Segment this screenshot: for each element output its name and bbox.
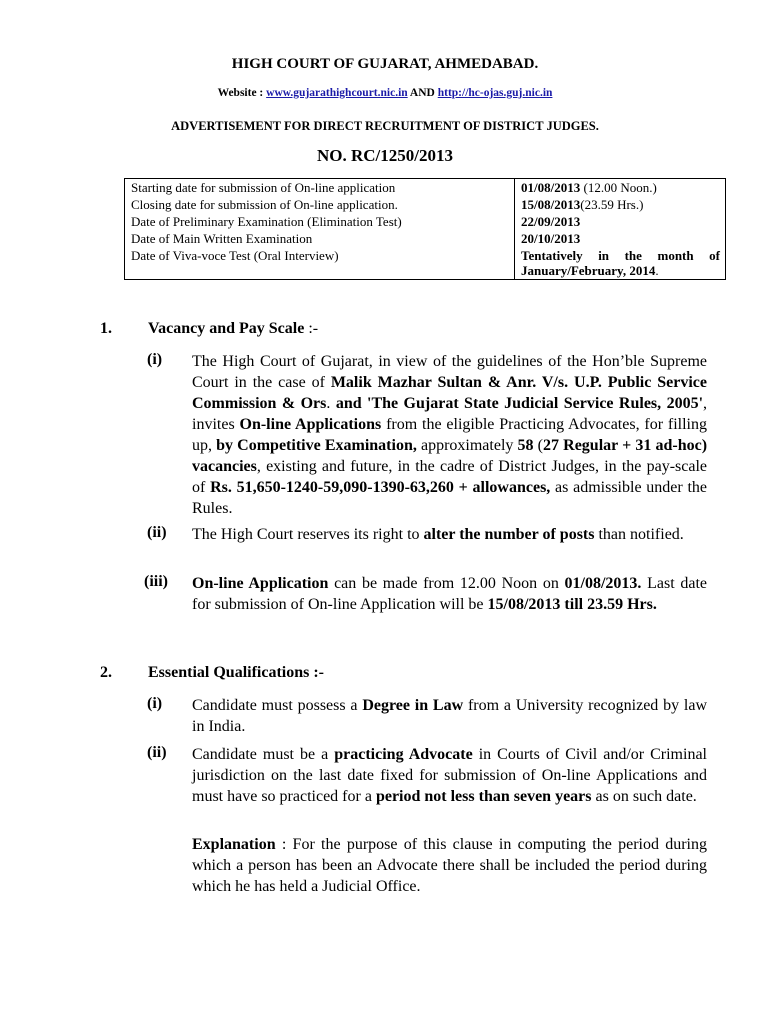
- section-2-item-i-marker: (i): [147, 695, 163, 712]
- section-1-item-iii-marker: (iii): [144, 573, 168, 590]
- table-row: [125, 213, 726, 230]
- schedule-label: Date of Viva-voce Test (Oral Interview): [125, 247, 515, 280]
- schedule-label: Date of Main Written Examination: [125, 230, 515, 247]
- schedule-value: 22/09/2013: [521, 214, 581, 229]
- schedule-value-line-2: January/February, 2014.: [521, 263, 659, 278]
- section-2-explanation: Explanation : For the purpose of this clause in computing the period during which a person has been an Advocate there shall be included the period during which he has held a Judicial Office.: [192, 836, 707, 895]
- schedule-note: (23.59 Hrs.): [580, 197, 644, 212]
- schedule-value: 20/10/2013: [521, 231, 581, 246]
- section-2-item-ii-text: Candidate must be a practicing Advocate in Courts of Civil and/or Criminal jurisdiction on the last date fixed for submission of On-line Applications and must have so practiced for a period not less than seven years as on such date.: [192, 746, 707, 805]
- section-1-item-i-text: The High Court of Gujarat, in view of the guidelines of the Hon’ble Supreme Court in the case of Malik Mazhar Sultan & Anr. V/s. U.P. Public Service Commission & Ors. and 'The Gujarat State Judicial Service Rules, 2005', invites On-line Applications from the eligible Practicing Advocates, for filling up, by Competitive Examination, approximately 58 (27 Regular + 31 ad-hoc) vacancies, existing and future, in the cadre of District Judges, in the pay-scale of Rs. 51,650-1240-59,090-1390-63,260 + allowances, as admissible under the Rules.: [192, 353, 708, 517]
- schedule-value: 15/08/2013: [521, 197, 581, 212]
- advertisement-heading: ADVERTISEMENT FOR DIRECT RECRUITMENT OF DISTRICT JUDGES.: [171, 119, 599, 133]
- section-1-item-i-marker: (i): [147, 351, 163, 368]
- schedule-label: Closing date for submission of On-line application.: [125, 196, 515, 213]
- section-2-item-ii-marker: (ii): [147, 744, 167, 761]
- schedule-table: [124, 178, 726, 280]
- section-2-number: 2.: [100, 664, 112, 681]
- table-row: [125, 179, 726, 197]
- schedule-label: Starting date for submission of On-line application: [125, 179, 515, 197]
- schedule-value: 01/08/2013: [521, 180, 581, 195]
- schedule-value-cell: [515, 179, 726, 197]
- table-row: [125, 230, 726, 247]
- section-2-heading: Essential Qualifications :-: [148, 664, 325, 681]
- section-2-item-i-text: Candidate must possess a Degree in Law from a University recognized by law in India.: [192, 697, 708, 735]
- schedule-label: Date of Preliminary Examination (Elimination Test): [125, 213, 515, 230]
- section-1-heading: Vacancy and Pay Scale :-: [148, 320, 319, 337]
- section-1-item-ii-text: The High Court reserves its right to alter the number of posts than notified.: [192, 526, 684, 543]
- website-and: AND: [409, 87, 435, 99]
- schedule-value-cell: [515, 196, 726, 213]
- schedule-note: (12.00 Noon.): [580, 180, 657, 195]
- website-line: [0, 87, 770, 99]
- website-link-ojas[interactable]: http://hc-ojas.guj.nic.in: [437, 87, 553, 99]
- table-row: [125, 196, 726, 213]
- website-label: Website :: [217, 87, 264, 99]
- schedule-value-cell: [515, 213, 726, 230]
- schedule-value: Tentatively in the month of: [521, 248, 720, 263]
- document-title: HIGH COURT OF GUJARAT, AHMEDABAD.: [231, 56, 539, 72]
- section-1-item-iii-text: On-line Application can be made from 12.00 Noon on 01/08/2013. Last date for submission of On-line Application will be 15/08/2013 till 23.59 Hrs.: [192, 575, 707, 613]
- website-link-main[interactable]: www.gujarathighcourt.nic.in: [266, 87, 408, 99]
- advertisement-number: NO. RC/1250/2013: [317, 146, 453, 165]
- schedule-value-cell: [515, 230, 726, 247]
- table-row: [125, 247, 726, 280]
- schedule-value-cell: [515, 247, 726, 280]
- section-1-item-ii-marker: (ii): [147, 524, 167, 541]
- section-1-number: 1.: [100, 320, 112, 337]
